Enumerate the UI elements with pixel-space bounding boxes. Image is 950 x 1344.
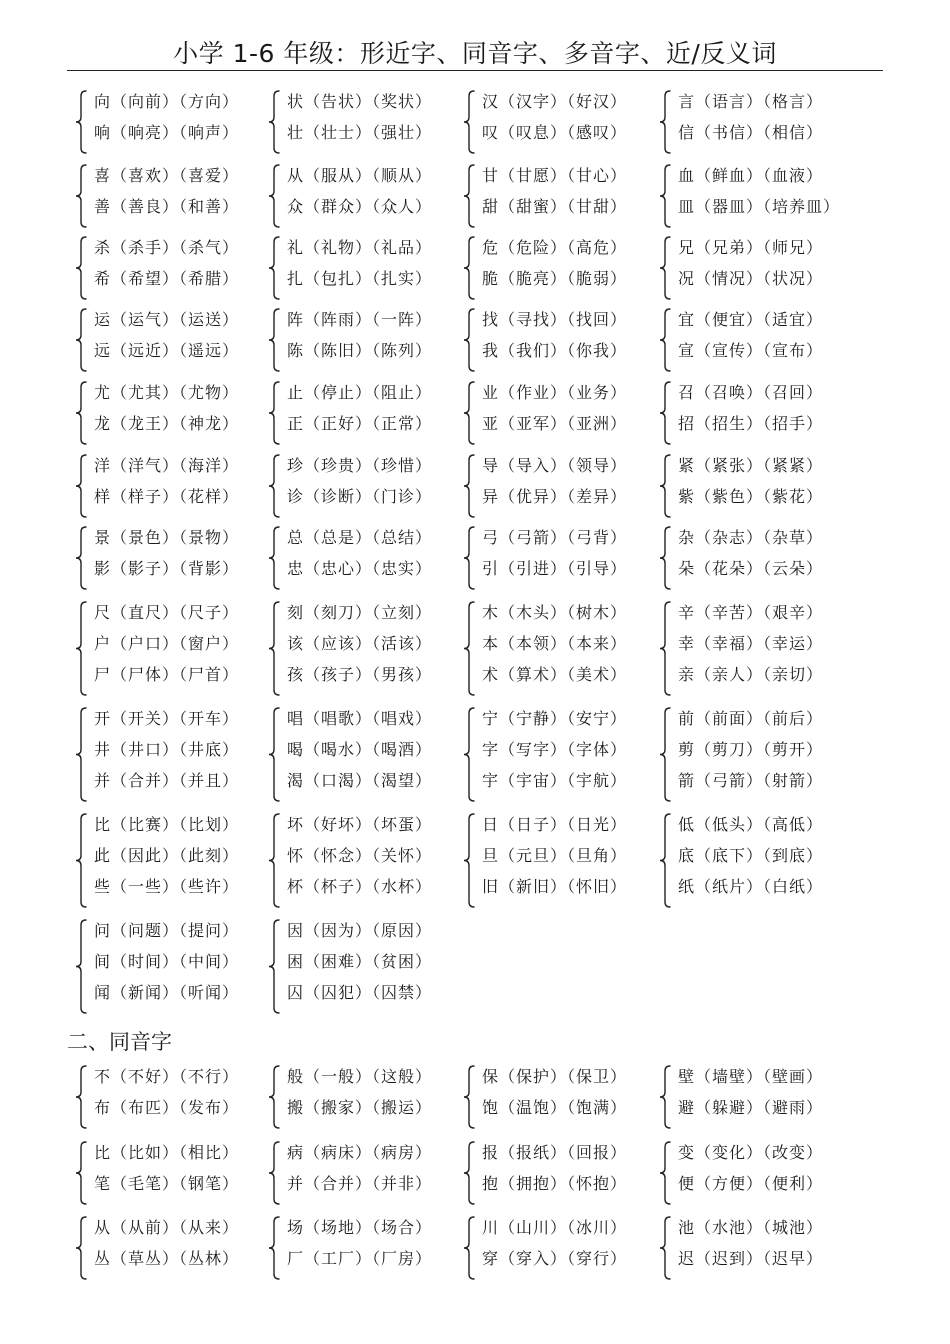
word-entry: 弓（弓箭）（弓背） <box>482 528 628 547</box>
brace-icon <box>74 812 90 909</box>
word-entry: 并（合并）（并非） <box>287 1174 433 1193</box>
word-entry: 笔（毛笔）（钢笔） <box>94 1174 240 1193</box>
word-entry: 旧（新旧）（怀旧） <box>482 877 628 896</box>
brace-icon <box>267 235 283 301</box>
brace-icon <box>267 307 283 373</box>
word-entry: 抱（拥抱）（怀抱） <box>482 1174 628 1193</box>
word-entry: 杂（杂志）（杂草） <box>678 528 824 547</box>
title-underline <box>67 70 883 71</box>
brace-icon <box>267 706 283 803</box>
word-entry: 变（变化）（改变） <box>678 1143 824 1162</box>
word-entry: 忠（忠心）（忠实） <box>287 559 433 578</box>
word-entry: 亲（亲人）（亲切） <box>678 665 824 684</box>
brace-icon <box>658 706 674 803</box>
brace-icon <box>74 235 90 301</box>
word-entry: 珍（珍贵）（珍惜） <box>287 456 433 475</box>
word-entry: 该（应该）（活该） <box>287 634 433 653</box>
word-entry: 底（底下）（到底） <box>678 846 824 865</box>
word-entry: 壮（壮士）（强壮） <box>287 123 433 142</box>
brace-icon <box>74 380 90 446</box>
word-entry: 尸（尸体）（尸首） <box>94 665 240 684</box>
word-entry: 众（群众）（众人） <box>287 197 433 216</box>
word-entry: 坏（好坏）（坏蛋） <box>287 815 433 834</box>
section-heading-tongyin: 二、同音字 <box>67 1030 172 1054</box>
word-entry: 远（远近）（遥远） <box>94 341 240 360</box>
brace-icon <box>462 307 478 373</box>
word-entry: 礼（礼物）（礼品） <box>287 238 433 257</box>
brace-icon <box>658 307 674 373</box>
word-entry: 困（困难）（贫困） <box>287 952 433 971</box>
word-entry: 善（善良）（和善） <box>94 197 240 216</box>
word-entry: 剪（剪刀）（剪开） <box>678 740 824 759</box>
brace-icon <box>462 525 478 591</box>
brace-icon <box>74 1064 90 1130</box>
word-entry: 找（寻找）（找回） <box>482 310 628 329</box>
word-entry: 井（井口）（井底） <box>94 740 240 759</box>
page-title: 小学 1-6 年级：形近字、同音字、多音字、近/反义词 <box>173 39 777 68</box>
word-entry: 诊（诊断）（门诊） <box>287 487 433 506</box>
brace-icon <box>74 918 90 1015</box>
word-entry: 闻（新闻）（听闻） <box>94 983 240 1002</box>
brace-icon <box>267 163 283 229</box>
word-entry: 喜（喜欢）（喜爱） <box>94 166 240 185</box>
word-entry: 场（场地）（场合） <box>287 1218 433 1237</box>
word-entry: 幸（幸福）（幸运） <box>678 634 824 653</box>
word-entry: 问（问题）（提问） <box>94 921 240 940</box>
brace-icon <box>658 453 674 519</box>
word-entry: 兄（兄弟）（师兄） <box>678 238 824 257</box>
brace-icon <box>74 163 90 229</box>
brace-icon <box>74 525 90 591</box>
word-entry: 户（户口）（窗户） <box>94 634 240 653</box>
word-entry: 向（向前）（方向） <box>94 92 240 111</box>
word-entry: 刻（刻刀）（立刻） <box>287 603 433 622</box>
word-entry: 川（山川）（冰川） <box>482 1218 628 1237</box>
word-entry: 低（低头）（高低） <box>678 815 824 834</box>
word-entry: 木（木头）（树木） <box>482 603 628 622</box>
word-entry: 正（正好）（正常） <box>287 414 433 433</box>
word-entry: 便（方便）（便利） <box>678 1174 824 1193</box>
brace-icon <box>267 600 283 697</box>
brace-icon <box>462 163 478 229</box>
word-entry: 洋（洋气）（海洋） <box>94 456 240 475</box>
word-entry: 箭（弓箭）（射箭） <box>678 771 824 790</box>
word-entry: 希（希望）（希腊） <box>94 269 240 288</box>
word-entry: 避（躲避）（避雨） <box>678 1098 824 1117</box>
brace-icon <box>462 453 478 519</box>
word-entry: 脆（脆亮）（脆弱） <box>482 269 628 288</box>
word-entry: 止（停止）（阻止） <box>287 383 433 402</box>
word-entry: 总（总是）（总结） <box>287 528 433 547</box>
word-entry: 宣（宣传）（宣布） <box>678 341 824 360</box>
word-entry: 字（写字）（字体） <box>482 740 628 759</box>
word-entry: 日（日子）（日光） <box>482 815 628 834</box>
word-entry: 运（运气）（运送） <box>94 310 240 329</box>
word-entry: 辛（辛苦）（艰辛） <box>678 603 824 622</box>
word-entry: 引（引进）（引导） <box>482 559 628 578</box>
word-entry: 并（合并）（并且） <box>94 771 240 790</box>
word-entry: 危（危险）（高危） <box>482 238 628 257</box>
word-entry: 喝（喝水）（喝酒） <box>287 740 433 759</box>
word-entry: 因（因为）（原因） <box>287 921 433 940</box>
word-entry: 间（时间）（中间） <box>94 952 240 971</box>
word-entry: 业（作业）（业务） <box>482 383 628 402</box>
brace-icon <box>74 1215 90 1281</box>
brace-icon <box>462 1064 478 1130</box>
brace-icon <box>658 235 674 301</box>
word-entry: 皿（器皿）（培养皿） <box>678 197 841 216</box>
word-entry: 我（我们）（你我） <box>482 341 628 360</box>
brace-icon <box>658 812 674 909</box>
brace-icon <box>267 380 283 446</box>
word-entry: 开（开关）（开车） <box>94 709 240 728</box>
word-entry: 比（比如）（相比） <box>94 1143 240 1162</box>
brace-icon <box>267 453 283 519</box>
word-entry: 招（招生）（招手） <box>678 414 824 433</box>
word-entry: 言（语言）（格言） <box>678 92 824 111</box>
brace-icon <box>658 525 674 591</box>
word-entry: 纸（纸片）（白纸） <box>678 877 824 896</box>
word-entry: 甘（甘愿）（甘心） <box>482 166 628 185</box>
word-entry: 亚（亚军）（亚洲） <box>482 414 628 433</box>
brace-icon <box>462 89 478 155</box>
word-entry: 杀（杀手）（杀气） <box>94 238 240 257</box>
word-entry: 龙（龙王）（神龙） <box>94 414 240 433</box>
word-entry: 迟（迟到）（迟早） <box>678 1249 824 1268</box>
word-entry: 影（影子）（背影） <box>94 559 240 578</box>
brace-icon <box>267 812 283 909</box>
brace-icon <box>74 600 90 697</box>
word-entry: 报（报纸）（回报） <box>482 1143 628 1162</box>
word-entry: 怀（怀念）（关怀） <box>287 846 433 865</box>
brace-icon <box>74 307 90 373</box>
brace-icon <box>658 89 674 155</box>
word-entry: 渴（口渴）（渴望） <box>287 771 433 790</box>
word-entry: 导（导入）（领导） <box>482 456 628 475</box>
word-entry: 不（不好）（不行） <box>94 1067 240 1086</box>
brace-icon <box>267 918 283 1015</box>
word-entry: 紧（紧张）（紧紧） <box>678 456 824 475</box>
word-entry: 血（鲜血）（血液） <box>678 166 824 185</box>
brace-icon <box>267 1064 283 1130</box>
word-entry: 尺（直尺）（尺子） <box>94 603 240 622</box>
word-entry: 紫（紫色）（紫花） <box>678 487 824 506</box>
word-entry: 搬（搬家）（搬运） <box>287 1098 433 1117</box>
word-entry: 状（告状）（奖状） <box>287 92 433 111</box>
brace-icon <box>74 453 90 519</box>
word-entry: 异（优异）（差异） <box>482 487 628 506</box>
word-entry: 旦（元旦）（旦角） <box>482 846 628 865</box>
brace-icon <box>74 706 90 803</box>
brace-icon <box>462 1140 478 1206</box>
word-entry: 阵（阵雨）（一阵） <box>287 310 433 329</box>
word-entry: 景（景色）（景物） <box>94 528 240 547</box>
word-entry: 从（服从）（顺从） <box>287 166 433 185</box>
word-entry: 宁（宁静）（安宁） <box>482 709 628 728</box>
word-entry: 叹（叹息）（感叹） <box>482 123 628 142</box>
word-entry: 术（算术）（美术） <box>482 665 628 684</box>
word-entry: 汉（汉字）（好汉） <box>482 92 628 111</box>
word-entry: 召（召唤）（召回） <box>678 383 824 402</box>
word-entry: 饱（温饱）（饱满） <box>482 1098 628 1117</box>
brace-icon <box>658 163 674 229</box>
word-entry: 唱（唱歌）（唱戏） <box>287 709 433 728</box>
brace-icon <box>462 600 478 697</box>
word-entry: 前（前面）（前后） <box>678 709 824 728</box>
brace-icon <box>462 380 478 446</box>
brace-icon <box>267 1215 283 1281</box>
brace-icon <box>462 706 478 803</box>
brace-icon <box>462 1215 478 1281</box>
word-entry: 从（从前）（从来） <box>94 1218 240 1237</box>
word-entry: 般（一般）（这般） <box>287 1067 433 1086</box>
brace-icon <box>658 380 674 446</box>
word-entry: 杯（杯子）（水杯） <box>287 877 433 896</box>
brace-icon <box>74 1140 90 1206</box>
word-entry: 宜（便宜）（适宜） <box>678 310 824 329</box>
brace-icon <box>658 1215 674 1281</box>
brace-icon <box>462 235 478 301</box>
brace-icon <box>658 1140 674 1206</box>
brace-icon <box>267 89 283 155</box>
word-entry: 甜（甜蜜）（甘甜） <box>482 197 628 216</box>
word-entry: 厂（工厂）（厂房） <box>287 1249 433 1268</box>
brace-icon <box>658 600 674 697</box>
word-entry: 囚（囚犯）（囚禁） <box>287 983 433 1002</box>
brace-icon <box>267 1140 283 1206</box>
word-entry: 孩（孩子）（男孩） <box>287 665 433 684</box>
word-entry: 病（病床）（病房） <box>287 1143 433 1162</box>
word-entry: 响（响亮）（响声） <box>94 123 240 142</box>
word-entry: 此（因此）（此刻） <box>94 846 240 865</box>
word-entry: 布（布匹）（发布） <box>94 1098 240 1117</box>
word-entry: 信（书信）（相信） <box>678 123 824 142</box>
word-entry: 陈（陈旧）（陈列） <box>287 341 433 360</box>
word-entry: 池（水池）（城池） <box>678 1218 824 1237</box>
brace-icon <box>658 1064 674 1130</box>
word-entry: 况（情况）（状况） <box>678 269 824 288</box>
brace-icon <box>267 525 283 591</box>
word-entry: 穿（穿入）（穿行） <box>482 1249 628 1268</box>
word-entry: 保（保护）（保卫） <box>482 1067 628 1086</box>
brace-icon <box>462 812 478 909</box>
word-entry: 壁（墙壁）（壁画） <box>678 1067 824 1086</box>
word-entry: 扎（包扎）（扎实） <box>287 269 433 288</box>
word-entry: 些（一些）（些许） <box>94 877 240 896</box>
word-entry: 宇（宇宙）（宇航） <box>482 771 628 790</box>
word-entry: 朵（花朵）（云朵） <box>678 559 824 578</box>
word-entry: 丛（草丛）（丛林） <box>94 1249 240 1268</box>
word-entry: 样（样子）（花样） <box>94 487 240 506</box>
brace-icon <box>74 89 90 155</box>
word-entry: 比（比赛）（比划） <box>94 815 240 834</box>
word-entry: 本（本领）（本来） <box>482 634 628 653</box>
word-entry: 尤（尤其）（尤物） <box>94 383 240 402</box>
